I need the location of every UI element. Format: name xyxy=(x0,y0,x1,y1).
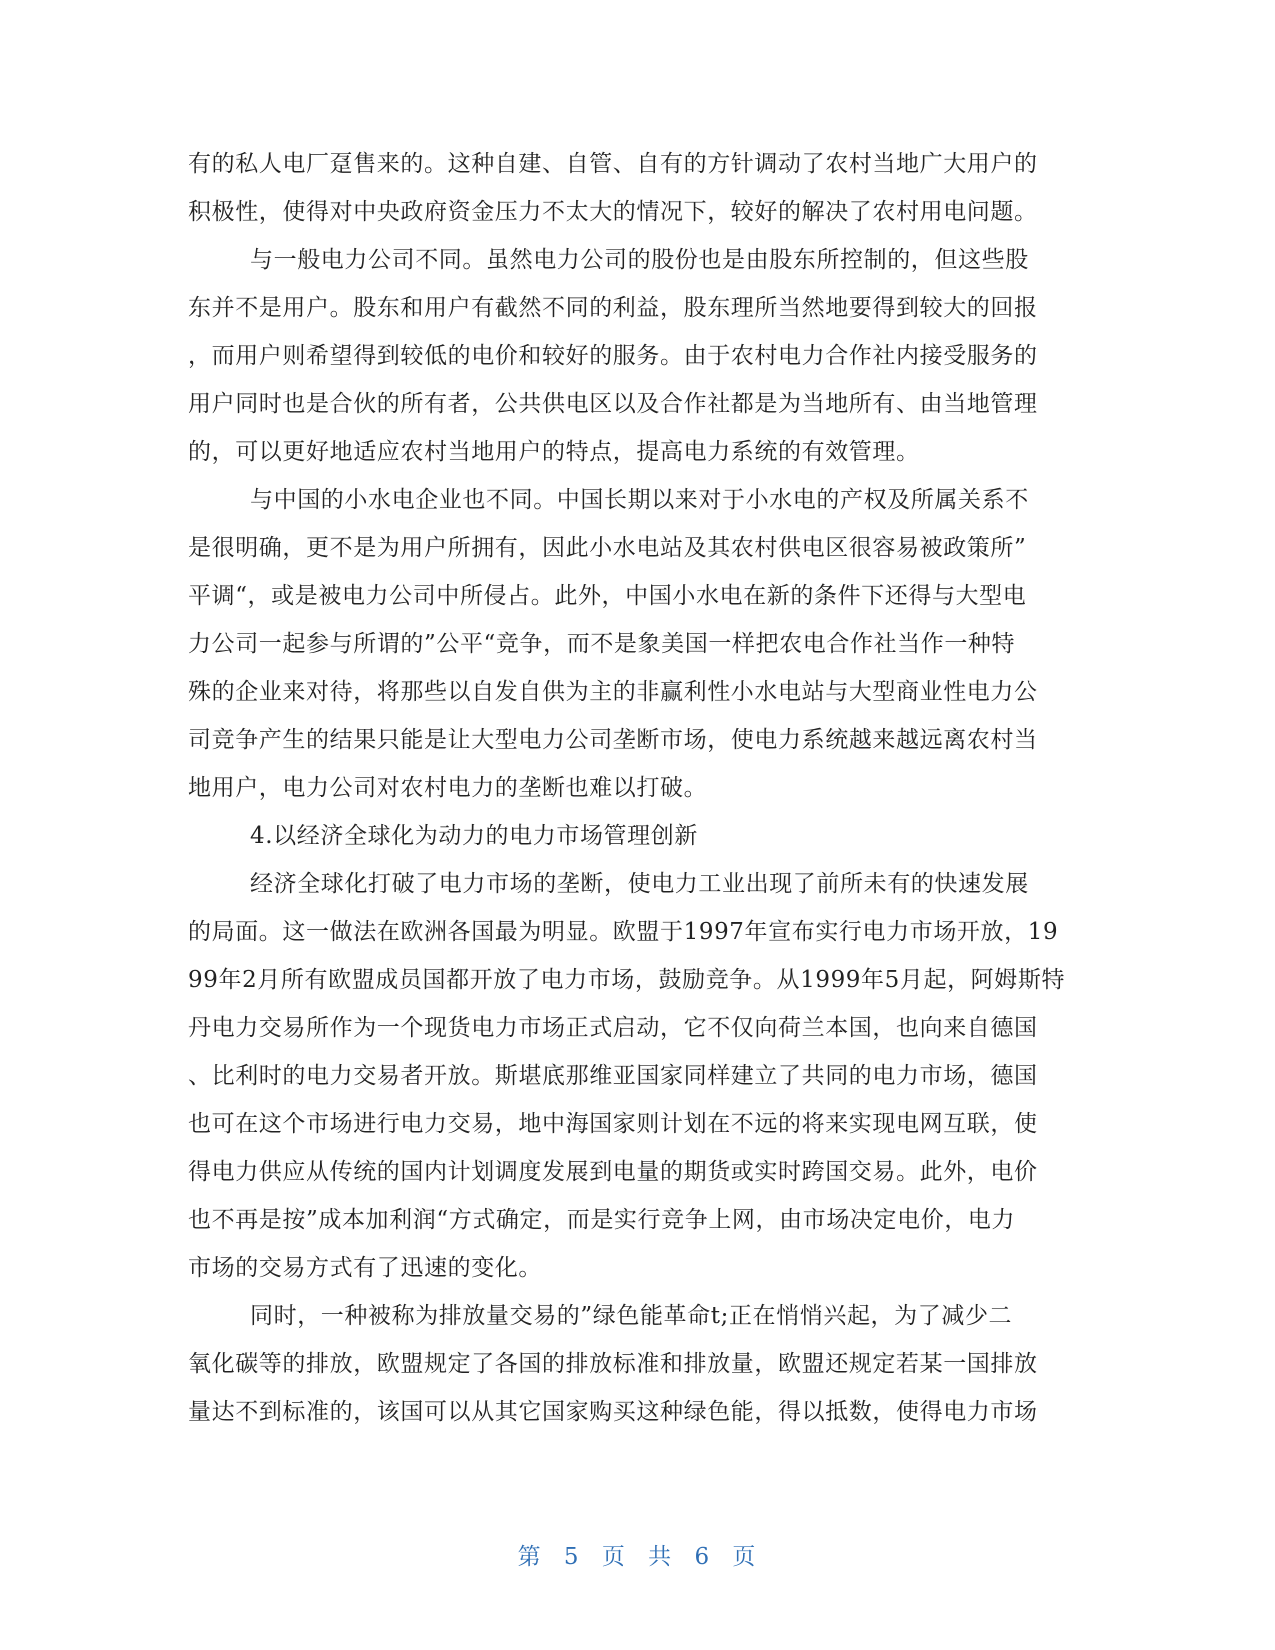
paragraph-start-line: 经济全球化打破了电力市场的垄断，使电力工业出现了前所未有的快速发展 xyxy=(250,871,1029,897)
text-line: 99年2月所有欧盟成员国都开放了电力市场，鼓励竞争。从1999年5月起，阿姆斯特 xyxy=(188,967,1066,993)
text-line: 平调“，或是被电力公司中所侵占。此外，中国小水电在新的条件下还得与大型电 xyxy=(188,583,1027,609)
page-label: 第 xyxy=(517,1544,543,1570)
text-line: 是很明确，更不是为用户所拥有，因此小水电站及其农村供电区很容易被政策所” xyxy=(188,535,1027,561)
text-line: 得电力供应从传统的国内计划调度发展到电量的期货或实时跨国交易。此外，电价 xyxy=(188,1159,1038,1185)
text-line: 积极性，使得对中央政府资金压力不太大的情况下，较好的解决了农村用电问题。 xyxy=(188,199,1038,225)
text-line: 有的私人电厂趸售来的。这种自建、自管、自有的方针调动了农村当地广大用户的 xyxy=(188,151,1038,177)
page-footer xyxy=(0,1538,1275,1571)
text-line: 市场的交易方式有了迅速的变化。 xyxy=(188,1255,542,1281)
text-line: 用户同时也是合伙的所有者，公共供电区以及合作社都是为当地所有、由当地管理 xyxy=(188,391,1038,417)
text-line: 东并不是用户。股东和用户有截然不同的利益，股东理所当然地要得到较大的回报 xyxy=(188,295,1038,321)
text-line: 的，可以更好地适应农村当地用户的特点，提高电力系统的有效管理。 xyxy=(188,439,920,465)
total-unit-label: 页 xyxy=(732,1544,758,1570)
text-line: 司竞争产生的结果只能是让大型电力公司垄断市场，使电力系统越来越远离农村当 xyxy=(188,727,1038,753)
paragraph-start-line: 与中国的小水电企业也不同。中国长期以来对于小水电的产权及所属关系不 xyxy=(250,487,1029,513)
page-unit-label: 页 xyxy=(601,1544,627,1570)
text-line: 也可在这个市场进行电力交易，地中海国家则计划在不远的将来实现电网互联，使 xyxy=(188,1111,1038,1137)
paragraph-start-line: 同时，一种被称为排放量交易的”绿色能革命t;正在悄悄兴起，为了减少二 xyxy=(250,1303,1013,1329)
text-line: 氧化碳等的排放，欧盟规定了各国的排放标准和排放量，欧盟还规定若某一国排放 xyxy=(188,1351,1038,1377)
text-line: 地用户，电力公司对农村电力的垄断也难以打破。 xyxy=(188,775,708,801)
section-heading: 4.以经济全球化为动力的电力市场管理创新 xyxy=(250,823,698,849)
text-line: 、比利时的电力交易者开放。斯堪底那维亚国家同样建立了共同的电力市场，德国 xyxy=(188,1063,1038,1089)
text-line: ，而用户则希望得到较低的电价和较好的服务。由于农村电力合作社内接受服务的 xyxy=(188,343,1038,369)
paragraph-start-line: 与一般电力公司不同。虽然电力公司的股份也是由股东所控制的，但这些股 xyxy=(250,247,1029,273)
text-line: 丹电力交易所作为一个现货电力市场正式启动，它不仅向荷兰本国，也向来自德国 xyxy=(188,1015,1038,1041)
text-line: 也不再是按”成本加利润“方式确定，而是实行竞争上网，由市场决定电价，电力 xyxy=(188,1207,1016,1233)
current-page-number: 5 xyxy=(563,1544,581,1570)
text-line: 的局面。这一做法在欧洲各国最为明显。欧盟于1997年宣布实行电力市场开放，19 xyxy=(188,919,1059,945)
text-line: 量达不到标准的，该国可以从其它国家购买这种绿色能，得以抵数，使得电力市场 xyxy=(188,1399,1038,1425)
text-line: 殊的企业来对待，将那些以自发自供为主的非赢利性小水电站与大型商业性电力公 xyxy=(188,679,1038,705)
total-label: 共 xyxy=(648,1544,674,1570)
text-line: 力公司一起参与所谓的”公平“竞争，而不是象美国一样把农电合作社当作一种特 xyxy=(188,631,1016,657)
total-pages-number: 6 xyxy=(694,1544,712,1570)
document-body xyxy=(188,140,1088,1436)
